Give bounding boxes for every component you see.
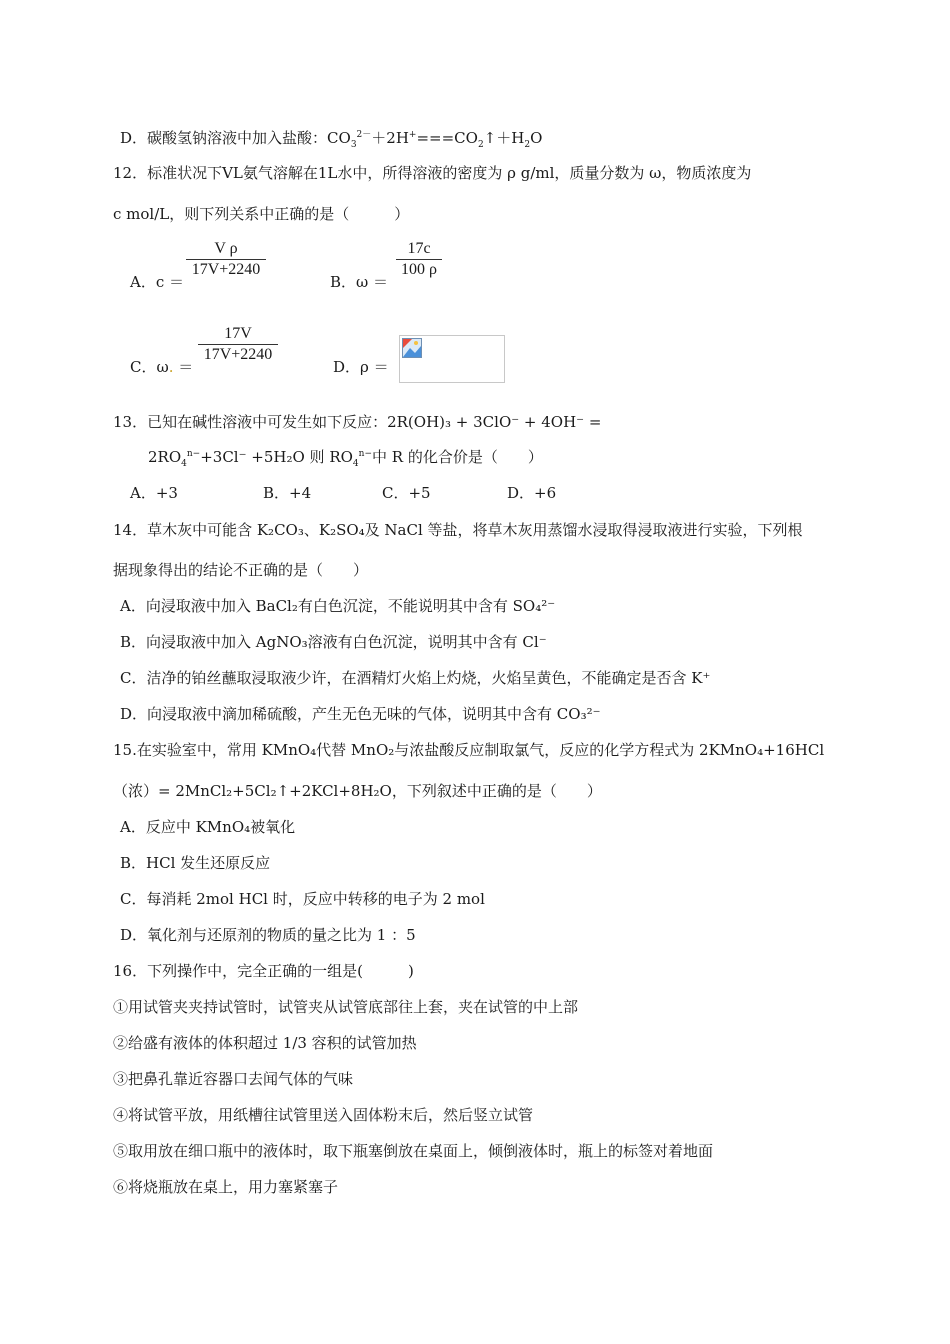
- fraction-numerator: 17V: [198, 325, 278, 345]
- q15-option-a: A．反应中 KMnO₄被氧化: [120, 818, 296, 836]
- q14-stem-line1: 14．草木灰中可能含 K₂CO₃、K₂SO₄及 NaCl 等盐，将草木灰用蒸馏水浸取得浸取液进行实验，下列根: [113, 521, 803, 539]
- q14-option-c: C．洁净的铂丝蘸取浸取液少许，在酒精灯火焰上灼烧，火焰呈黄色，不能确定是否含 K⁺: [120, 669, 711, 687]
- q12-stem-line1: 12．标准状况下VL氨气溶解在1L水中，所得溶液的密度为 ρ g/ml，质量分数为 ω，物质浓度为: [113, 164, 752, 182]
- q12-option-b-label: B．ω ＝: [330, 273, 389, 291]
- q11-option-d: D．碳酸氢钠溶液中加入盐酸：$CO_3^{2-}+2H^+===CO_2↑+H_2O$: [120, 129, 543, 150]
- q16-item-6: ⑥将烧瓶放在桌上，用力塞紧塞子: [113, 1178, 339, 1196]
- q15-option-d: D．氧化剂与还原剂的物质的量之比为 1 ：5: [120, 926, 416, 944]
- q12-option-c-label: C．ω. ＝: [130, 358, 194, 376]
- broken-image-icon: [402, 338, 422, 358]
- q13-option-d: D．+6: [507, 484, 557, 502]
- q16-item-1: ①用试管夹夹持试管时，试管夹从试管底部往上套，夹在试管的中上部: [113, 998, 579, 1016]
- q14-option-a: A．向浸取液中加入 BaCl₂有白色沉淀，不能说明其中含有 SO₄²⁻: [120, 597, 556, 615]
- q16-item-5: ⑤取用放在细口瓶中的液体时，取下瓶塞倒放在桌面上，倾倒液体时，瓶上的标签对着地面: [113, 1142, 714, 1160]
- fraction-denominator: 100 ρ: [401, 261, 437, 278]
- fraction-numerator: V ρ: [186, 240, 266, 260]
- q12-stem-line2: c mol/L，则下列关系中正确的是（ ）: [113, 205, 410, 223]
- q16-stem: 16．下列操作中，完全正确的一组是( ): [113, 962, 414, 980]
- q12-option-d-label: D．ρ ＝: [333, 358, 389, 376]
- q16-item-2: ②给盛有液体的体积超过 1/3 容积的试管加热: [113, 1034, 417, 1052]
- q13-stem-line1: 13．已知在碱性溶液中可发生如下反应：2R(OH)₃ + 3ClO⁻ + 4OH⁻ =: [113, 413, 602, 431]
- q15-option-b: B．HCl 发生还原反应: [120, 854, 271, 872]
- q14-option-b: B．向浸取液中加入 AgNO₃溶液有白色沉淀，说明其中含有 Cl⁻: [120, 633, 547, 651]
- fraction-denominator: 17V+2240: [203, 346, 273, 363]
- q15-stem-line2: （浓）= 2MnCl₂+5Cl₂↑+2KCl+8H₂O，下列叙述中正确的是（ ）: [113, 782, 602, 800]
- q14-stem-line2: 据现象得出的结论不正确的是（ ）: [113, 561, 369, 579]
- q14-option-d: D．向浸取液中滴加稀硫酸，产生无色无味的气体，说明其中含有 CO₃²⁻: [120, 705, 601, 723]
- q15-option-c: C．每消耗 2mol HCl 时，反应中转移的电子为 2 mol: [120, 890, 485, 908]
- q13-option-c: C．+5: [382, 484, 431, 502]
- q15-stem-line1: 15.在实验室中，常用 KMnO₄代替 MnO₂与浓盐酸反应制取氯气，反应的化学方程式为 2KMnO₄+16HCl: [113, 741, 825, 759]
- q13-stem-line2: $2RO_4^{n-}+3Cl^- +5H_2O$ 则 $RO_4^{n-}$中 R 的化合价是（ ）: [148, 448, 543, 469]
- q12-option-a-label: A．c ＝: [130, 273, 185, 291]
- fraction-numerator: 17c: [396, 240, 442, 260]
- broken-image-placeholder: [399, 335, 505, 383]
- q16-item-4: ④将试管平放，用纸槽往试管里送入固体粉末后，然后竖立试管: [113, 1106, 534, 1124]
- fraction-denominator: 17V+2240: [191, 261, 261, 278]
- q13-option-b: B．+4: [263, 484, 312, 502]
- q13-option-a: A．+3: [130, 484, 178, 502]
- q12-option-c-fraction: [198, 325, 278, 364]
- q12-option-a-fraction: [186, 240, 266, 279]
- q12-option-b-fraction: [396, 240, 442, 279]
- q16-item-3: ③把鼻孔靠近容器口去闻气体的气味: [113, 1070, 354, 1088]
